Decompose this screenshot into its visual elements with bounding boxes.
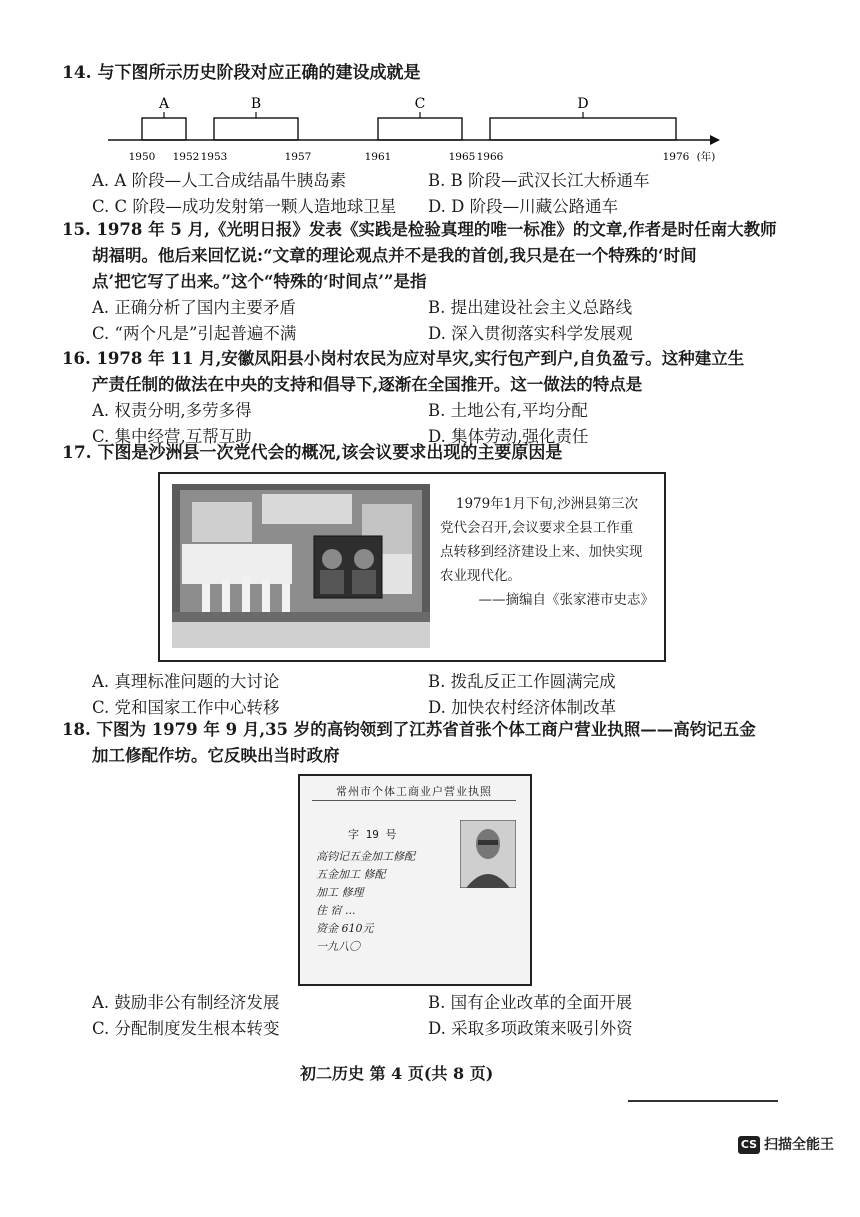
q17-caption-line1: 1979年1月下旬,沙洲县第三次	[455, 496, 639, 512]
q17-option-b[interactable]: B. 拨乱反正工作圆满完成	[428, 672, 616, 691]
q15-stem-line2: 胡福明。他后来回忆说:“文章的理论观点并不是我的首创,我只是在一个特殊的‘时间	[92, 246, 697, 265]
footer-divider	[628, 1100, 778, 1102]
timeline-tick-label: 1976	[662, 151, 690, 163]
q17-caption-line4: 农业现代化。	[440, 568, 521, 584]
license-entry: 加工 修理	[316, 886, 364, 899]
timeline-tick-label: 1961	[364, 151, 392, 163]
license-entries	[316, 848, 466, 956]
license-entry: 高钧记五金加工修配	[316, 850, 415, 863]
q16-option-a[interactable]: A. 权责分明,多劳多得	[92, 401, 252, 420]
timeline-stage-c	[378, 118, 462, 140]
q18-option-b[interactable]: B. 国有企业改革的全面开展	[428, 993, 633, 1012]
timeline-stage-b	[214, 118, 298, 140]
q17-caption-line3: 点转移到经济建设上来、加快实现	[440, 544, 643, 560]
q17-stem: 17. 下图是沙洲县一次党代会的概况,该会议要求出现的主要原因是	[62, 443, 563, 463]
q14-option-d[interactable]: D. D 阶段—川藏公路通车	[428, 197, 619, 216]
q17-caption-line2: 党代会召开,会议要求全县工作重	[440, 520, 634, 536]
q17-option-c[interactable]: C. 党和国家工作中心转移	[92, 698, 280, 717]
license-entry: 一九八〇	[316, 940, 360, 953]
q16-stem-line1: 16. 1978 年 11 月,安徽凤阳县小岗村农民为应对旱灾,实行包产到户,自负盈亏。这种建立生	[62, 349, 745, 368]
q17-caption	[440, 492, 654, 612]
license-portrait	[460, 820, 516, 888]
timeline-tick-label: 1957	[284, 151, 312, 163]
q14-option-a[interactable]: A. A 阶段—人工合成结晶牛胰岛素	[92, 171, 347, 190]
scanner-logo: CS	[738, 1136, 760, 1154]
q15-stem-line1: 15. 1978 年 5 月,《光明日报》发表《实践是检验真理的唯一标准》的文章,作者是时任南大教师	[62, 220, 777, 239]
q14-stem: 14. 与下图所示历史阶段对应正确的建设成就是	[62, 63, 421, 83]
timeline-stage-label: A	[158, 96, 170, 112]
scanner-label: 扫描全能王	[764, 1137, 834, 1153]
q15-stem-line3: 点’把它写了出来。”这个“特殊的‘时间点’”是指	[92, 272, 427, 291]
q17-figure	[158, 472, 666, 662]
timeline-stage-d	[490, 118, 676, 140]
license-entry: 住 宿 ...	[316, 904, 356, 917]
party-congress-photo	[172, 484, 430, 648]
q18-stem-line2: 加工修配作坊。它反映出当时政府	[92, 746, 340, 765]
license-number: 字 19 号	[348, 828, 397, 841]
q16-option-d[interactable]: D. 集体劳动,强化责任	[428, 427, 589, 446]
q15-option-c[interactable]: C. “两个凡是”引起普遍不满	[92, 324, 297, 343]
timeline-stage-label: C	[414, 96, 426, 112]
license-entry: 五金加工 修配	[316, 868, 386, 881]
q15-option-a[interactable]: A. 正确分析了国内主要矛盾	[92, 298, 296, 317]
timeline-tick-label: 1965	[448, 151, 476, 163]
license-entry: 资金 610元	[316, 922, 374, 935]
timeline-tick-label: 1952	[172, 151, 200, 163]
q16-stem-line2: 产责任制的做法在中央的支持和倡导下,逐渐在全国推开。这一做法的特点是	[92, 375, 643, 394]
q18-option-a[interactable]: A. 鼓励非公有制经济发展	[92, 993, 280, 1012]
q17-caption-source: ——摘编自《张家港市史志》	[478, 592, 654, 608]
timeline-stage-label: D	[577, 96, 589, 112]
q14-timeline	[100, 90, 740, 170]
q16-option-b[interactable]: B. 土地公有,平均分配	[428, 401, 588, 420]
q18-stem-line1: 18. 下图为 1979 年 9 月,35 岁的高钧领到了江苏省首张个体工商户营业执照——高钧记五金	[62, 720, 756, 739]
timeline-tick-label: 1966	[476, 151, 504, 163]
q17-option-d[interactable]: D. 加快农村经济体制改革	[428, 698, 617, 717]
timeline-stage-label: B	[250, 96, 262, 112]
q15-option-b[interactable]: B. 提出建设社会主义总路线	[428, 298, 633, 317]
timeline-unit-label: (年)	[696, 151, 716, 163]
q14-option-b[interactable]: B. B 阶段—武汉长江大桥通车	[428, 171, 650, 190]
q17-option-a[interactable]: A. 真理标准问题的大讨论	[92, 672, 280, 691]
license-title: 常州市个体工商业户营业执照	[312, 784, 516, 801]
timeline-tick-label: 1953	[200, 151, 228, 163]
page-footer: 初二历史 第 4 页(共 8 页)	[300, 1064, 494, 1083]
q18-option-d[interactable]: D. 采取多项政策来吸引外资	[428, 1019, 633, 1038]
business-license-photo	[298, 774, 532, 986]
q15-option-d[interactable]: D. 深入贯彻落实科学发展观	[428, 324, 633, 343]
timeline-stage-a	[142, 118, 186, 140]
q18-option-c[interactable]: C. 分配制度发生根本转变	[92, 1019, 280, 1038]
q14-option-c[interactable]: C. C 阶段—成功发射第一颗人造地球卫星	[92, 197, 397, 216]
q16-option-c[interactable]: C. 集中经营,互帮互助	[92, 427, 252, 446]
timeline-tick-label: 1950	[128, 151, 156, 163]
